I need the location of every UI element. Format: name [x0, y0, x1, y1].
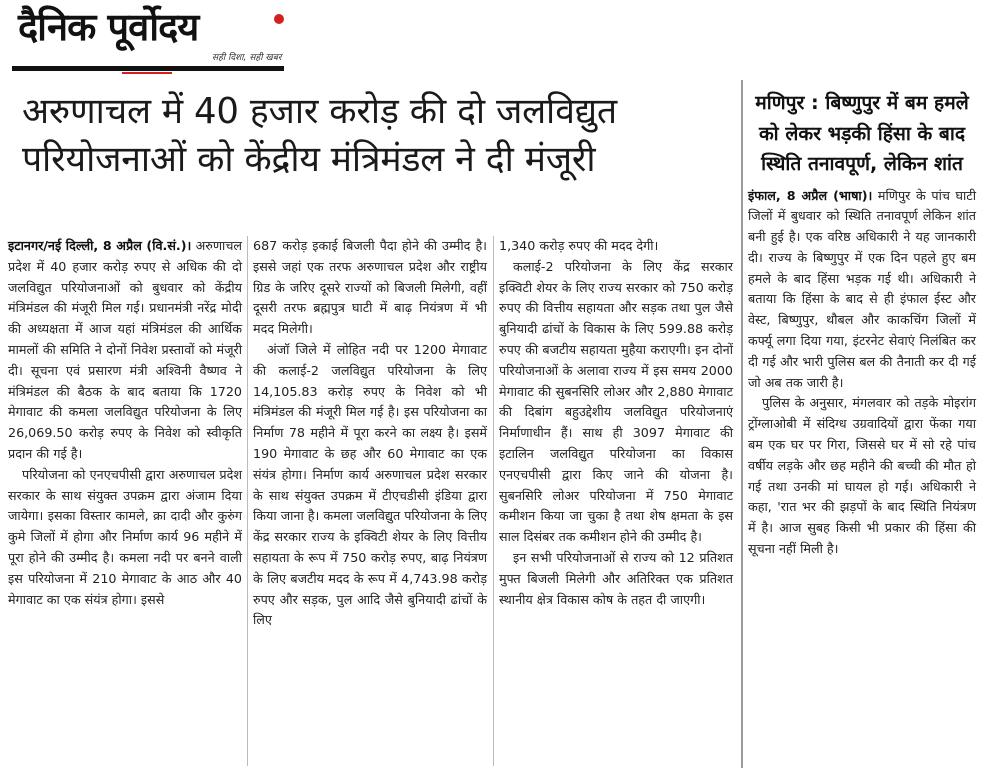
article-paragraph: 1,340 करोड़ रुपए की मदद देगी। [499, 238, 659, 253]
side-article-body [748, 186, 976, 560]
article-column-3 [499, 236, 733, 610]
paragraph-text: मणिपुर के पांच घाटी जिलों में बुधवार को स्थिति तनावपूर्ण लेकिन शांत बनी हुई है। एक वरिष्ठ अधिकारी ने यह जानकारी दी। राज्य के बिष्णुपुर में एक दिन पहले हुए बम हमले के बाद हिंसा भड़क गई थी। अधिकारी ने बताया कि हिंसा के बाद से ही इंफाल ईस्ट और वेस्ट, बिष्णुपुर, थौबल और काकचिंग जिलों में कर्फ्यू लगा दिया गया, इंटरनेट सेवाएं निलंबित कर दी गई और भारी पुलिस बल की तैनाती कर दी गई जो अब तक जारी है। [748, 187, 976, 390]
article-paragraph: अंजॉ जिले में लोहित नदी पर 1200 मेगावाट की कलाई-2 जलविद्युत परियोजना के लिए 14,105.83 करोड़ रुपए के निवेश को भी मंत्रिमंडल की मंजूरी मिल गई है। इस परियोजना का निर्माण 78 महीने में पूरा करने का लक्ष्य है। इसमें 190 मेगावाट के छह और 60 मेगावाट का एक संयंत्र होगा। निर्माण कार्य अरुणाचल प्रदेश सरकार के साथ संयुक्त उपक्रम में टीएचडीसी इंडिया द्वारा किया जाना है। कमला जलविद्युत परियोजना के लिए केंद्र सरकार राज्य के इक्विटी शेयर के लिए वित्तीय सहायता के रूप में 750 करोड़ रुपए, बाढ़ नियंत्रण के लिए बजटीय मदद के रूप में 4,743.98 करोड़ रुपए और सड़क, पुल आदि जैसे बुनियादी ढांचों के लिए [253, 341, 487, 628]
article-paragraph: कलाई-2 परियोजना के लिए केंद्र सरकार इक्विटी शेयर के लिए राज्य सरकार को 750 करोड़ रुपए की वित्तीय सहायता और सड़क तथा पुल जैसे बुनियादी ढांचों के विकास के लिए 599.88 करोड़ रुपए की बजटीय सहायता मुहैया कराएगी। इन दोनों परियोजनाओं के अलावा राज्य में इस समय 2000 मेगावाट की सुबनसिरि लोअर और 2,880 मेगावाट की दिबांग बहुउद्देशीय जलविद्युत परियोजनाएं निर्माणाधीन हैं। साथ ही 3097 मेगावाट की इटालिन जलविद्युत परियोजना का विकास एनएचपीसी द्वारा किए जाने की योजना है। सुबनसिरि लोअर परियोजना में 750 मेगावाट कमीशन किया जा चुका है तथा शेष क्षमता के इस साल दिसंबर तक कमीशन होने की उम्मीद है। [499, 258, 733, 545]
column-rule [493, 236, 494, 766]
side-paragraph: पुलिस के अनुसार, मंगलवार को तड़के मोइरांग ट्रोंग्लाओबी में संदिग्ध उग्रवादियों द्वारा फेंका गया बम एक घर पर गिरा, जिससे घर में सो रहे पांच वर्षीय लड़के और छह महीने की बच्ची की मौत हो गई तथा उनकी मां घायल हो गई। अधिकारी ने कहा, 'रात भर की झड़पों के बाद स्थिति नियंत्रण में है। आज सुबह किसी भी प्रकार की हिंसा की सूचना नहीं मिली है। [748, 395, 976, 557]
column-divider [741, 80, 743, 768]
article-column-2 [253, 236, 487, 631]
side-headline: मणिपुर : बिष्णुपुर में बम हमले को लेकर भड़की हिंसा के बाद स्थिति तनावपूर्ण, लेकिन शांत [755, 91, 969, 175]
main-headline: अरुणाचल में 40 हजार करोड़ की दो जलविद्युत परियोजनाओं को केंद्रीय मंत्रिमंडल ने दी मंजूरी [22, 91, 617, 180]
newspaper-logo: दैनिक पूर्वोदय [18, 5, 199, 49]
column-rule [247, 236, 248, 766]
article-paragraph [8, 236, 242, 465]
article-paragraph: 687 करोड़ इकाई बिजली पैदा होने की उम्मीद है। इससे जहां एक तरफ अरुणाचल प्रदेश और राष्ट्रीय ग्रिड के जरिए दूसरे राज्यों को बिजली मिलेगी, वहीं दूसरी तरफ ब्रह्मपुत्र घाटी में बाढ़ नियंत्रण में भी मदद मिलेगी। [253, 238, 487, 337]
masthead-rule [12, 66, 284, 71]
newspaper-tagline: सही दिशा, सही खबर [212, 53, 282, 63]
masthead-accent-line [122, 72, 172, 74]
masthead [12, 0, 284, 74]
main-article-body [8, 236, 733, 766]
article-column-1 [8, 236, 242, 610]
article-paragraph: इन सभी परियोजनाओं से राज्य को 12 प्रतिशत मुफ्त बिजली मिलेगी और अतिरिक्त एक प्रतिशत स्थानीय क्षेत्र विकास कोष के तहत दी जाएगी। [499, 549, 733, 607]
side-paragraph [748, 186, 976, 394]
paragraph-text: अरुणाचल प्रदेश में 40 हजार करोड़ रुपए से अधिक की दो जलविद्युत परियोजनाओं को बुधवार को केंद्रीय मंत्रिमंडल की मंजूरी मिल गई। प्रधानमंत्री नरेंद्र मोदी की अध्यक्षता में आज यहां मंत्रिमंडल की आर्थिक मामलों की समिति ने दोनों निवेश प्रस्तावों को मंजूरी दी। सूचना एवं प्रसारण मंत्री अश्विनी वैष्णव ने मंत्रिमंडल की बैठक के बाद बताया कि 1720 मेगावाट की कमला जलविद्युत परियोजना के लिए 26,069.50 करोड़ रुपए के निवेश को स्वीकृति प्रदान की गई है। [8, 238, 242, 461]
side-article [748, 80, 976, 560]
side-dateline: इंफाल, 8 अप्रैल (भाषा)। [748, 187, 873, 203]
logo-red-dot [274, 14, 284, 24]
article-paragraph: परियोजना को एनएचपीसी द्वारा अरुणाचल प्रदेश सरकार के साथ संयुक्त उपक्रम द्वारा अंजाम दिया जायेगा। इसका विस्तार कामले, क्रा दादी और कुरुंग कुमे जिलों में होगा और निर्माण कार्य 96 महीने में पूरा होने की उम्मीद है। कमला नदी पर बनने वाली इस परियोजना में 210 मेगावाट के आठ और 40 मेगावाट का एक संयंत्र होगा। इससे [8, 466, 242, 607]
main-dateline: इटानगर/नई दिल्ली, 8 अप्रैल (वि.सं.)। [8, 238, 192, 253]
